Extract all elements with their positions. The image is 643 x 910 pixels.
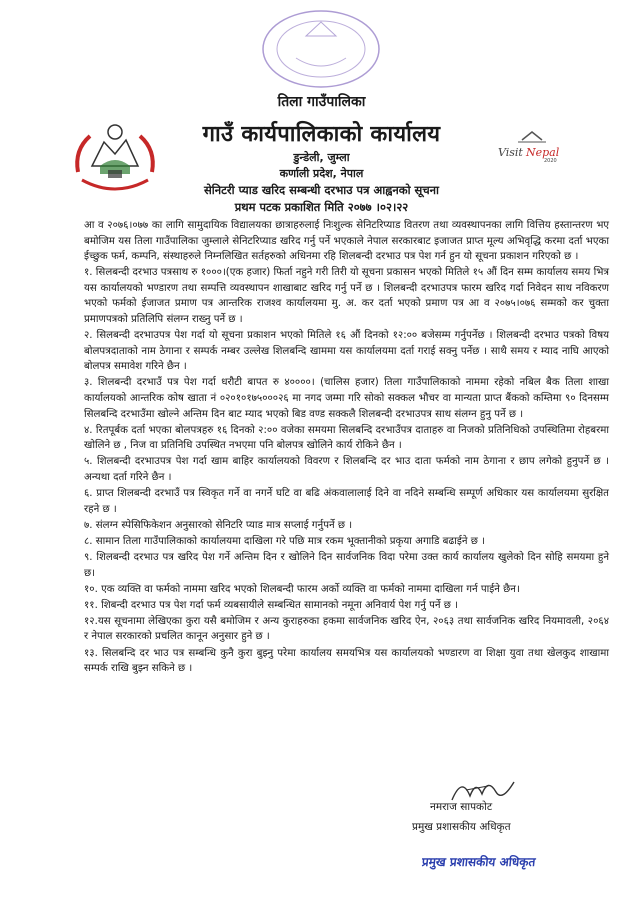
address-line-2: कर्णाली प्रदेश, नेपाल: [279, 167, 364, 180]
notice-clause-2: २. सिलबन्दी दरभाउपत्र पेश गर्दा यो सूचना प्रकाशन भएको मितिले १६ औं दिनको १२:०० बजेसम्म गर्नुपर्नेछ । शिलबन्दी दरभाउ पत्रको विषय बोलपत्रदाताको नाम ठेगाना र सम्पर्क नम्बर उल्लेख शिलबन्दि खाममा यस कार्यालयमा दर्ता गराई सक्नु पर्नेछ । साथै समय र म्याद नाघि आएको बोलपत्र समावेश गरिने छैन ।: [84, 330, 609, 373]
notice-intro-paragraph: आ व २०७६।०७७ का लागि सामुदायिक विद्यालयका छात्राहरुलाई निःशुल्क सेनिटरिप्याड वितरण तथा व्यवस्थापनका लागि वित्तिय हस्तान्तरण भए बमोजिम यस तिला गाउँपालिका जुम्लाले सेनिटरिप्याड खरिद गर्नु पर्ने भएकाले नेपाल सरकारबाट इजाजत प्राप्त मूल्य अभिवृद्धि करमा दर्ता भएका ईच्छुक फर्म, कम्पनि, संस्थाहरुले निम्नलिखित सर्तहरुको अधिनमा रहि शिलबन्दी दरभाउ पत्र पेश गर्न हुन यो सूचना प्रकाशन गरिएको छ ।: [84, 220, 609, 263]
notice-clause-13: १३. सिलबन्दि दर भाउ पत्र सम्बन्धि कुनै कुरा बुझ्नु परेमा कार्यालय समयभित्र यस कार्यालयको भण्डारण वा शिक्षा युवा तथा खेलकुद शाखामा सम्पर्क राखि बुझ्न सकिने छ ।: [84, 647, 609, 675]
signatory-name: नमराज सापकोट: [430, 801, 493, 813]
notice-clause-10: १०. एक व्यक्ति वा फर्मको नाममा खरिद भएको शिलबन्दी फारम अर्को व्यक्ति वा फर्मको नाममा दाखिला गर्न पाईने छैन।: [84, 583, 520, 595]
address-line-1: डुन्डेली, जुम्ला: [293, 151, 350, 164]
office-seal-stamp: [256, 6, 386, 92]
svg-text:2020: 2020: [544, 158, 557, 164]
office-title: गाउँ कार्यपालिकाको कार्यालय: [202, 122, 441, 147]
publish-date-line: प्रथम पटक प्रकाशित मिति २०७७ ।०२।२२: [234, 200, 409, 214]
palika-name: तिला गाउँपालिका: [277, 94, 366, 110]
notice-body: [84, 218, 609, 677]
notice-clause-8: ८. सामान तिला गाउँपालिकाको कार्यालयमा दाखिला गरे पछि मात्र रकम भूक्तानीको प्रकृया अगाडि बढाईने छ ।: [84, 535, 485, 547]
svg-text:Nepal: Nepal: [526, 146, 560, 159]
designation-stamp: प्रमुख प्रशासकीय अधिकृत: [421, 855, 537, 869]
notice-clause-4: ४. रितपूर्बक दर्ता भएका बोलपत्रहरु १६ दिनको २:०० वजेका समयमा सिलबन्दि दरभाउँपत्र दाताहरु वा निजको प्रतिनिधिको उपस्थितिमा रोहबरमा खोलिने छ , निज वा प्रतिनिधि उपस्थित नभएमा पनि बोलपत्र खोलिने कार्य रोकिने छैन ।: [84, 424, 609, 452]
notice-title: सेनिटरी प्याड खरिद सम्बन्धी दरभाउ पत्र आह्वनको सूचना: [203, 183, 439, 197]
notice-clause-6: ६. प्राप्त शिलबन्दी दरभाउँ पत्र स्विकृत गर्ने वा नगर्ने घटि वा बढि अंकवालालाई दिने वा नदिने सम्बन्धि सम्पूर्ण अधिकार यस कार्यालयमा सुरक्षित रहने छ ।: [84, 488, 609, 515]
notice-clause-5: ५. शिलबन्दी दरभाउपत्र पेश गर्दा खाम बाहिर कार्यालयको विवरण र शिलबन्दि दर भाउ दाता फर्मको नाम ठेगाना र छाप लगेको हुनुपर्ने छ । अन्यथा दर्ता गरिने छैन ।: [84, 456, 609, 483]
notice-clause-7: ७. संलग्न स्पेसिफिकेशन अनुसारको सेनिटरि प्याड मात्र सप्लाई गर्नुपर्ने छ ।: [84, 519, 353, 531]
signatory-designation: प्रमुख प्रशासकीय अधिकृत: [412, 821, 511, 833]
notice-clause-9: ९. शिलबन्दी दरभाउ पत्र खरिद पेश गर्ने अन्तिम दिन र खोलिने दिन सार्वजनिक विदा परेमा उक्त कार्य कार्यालय खुलेको दिन सोहि समयमा हुने छ।: [84, 551, 609, 579]
notice-clause-1: १. सिलबन्दी दरभाउ पत्रसाथ रु १०००।(एक हजार) फिर्ता नहुने गरी तिरी यो सूचना प्रकासन भएको मितिले १५ औं दिन सम्म कार्यालय समय भित्र यस कार्यालयको भण्डारण तथा सम्पत्ति व्यवस्थापन शाखाबाट खरिद गर्नु पर्ने छ । शिलबन्दी दरभाउपत्र फारम खरिद गर्दा निवेदन साथ नविकरण भएको फर्मको ईजाजत प्रमाण पत्र आन्तरिक राजश्व कार्यालयमा मु. अ. कर दर्ता भएको प्रमाण पत्र आ व २०७५।०७६ सम्मको कर चुक्ता प्रमाणपत्रको प्रतिलिपि संलग्न राख्नु पर्ने छ ।: [84, 267, 609, 326]
svg-text:Visit: Visit: [498, 146, 523, 159]
notice-clause-3: ३. शिलबन्दी दरभाउँ पत्र पेश गर्दा धरौटी बापत रु ४००००। (चालिस हजार) तिला गाउँपालिकाको नाममा रहेको नबिल बैक तिला शाखा कार्यालयको आन्तरिक कोष खाता नं ०२०१०१७५०००२६ मा नगद जम्मा गरि सोको सक्कल भौचर वा मान्यता प्राप्त बैंकको कम्तिमा ९० दिनसम्म सिलबन्दि दरभाउँमा खोल्ने अन्तिम दिन बाट म्याद भएको बिड वण्ड सक्कलै शिलबन्दी दरभाउपत्र साथ संलग्न हुनु पर्ने छ ।: [84, 377, 609, 420]
notice-clause-11: ११. शिबन्दी दरभाउ पत्र पेश गर्दा फर्म व्यबसायीले सम्बन्धित सामानको नमूना अनिवार्य पेश गर्नु पर्ने छ ।: [84, 599, 459, 611]
notice-clause-12: १२.यस सूचनामा लेखिएका कुरा यसै बमोजिम र अन्य कुराहरुका हकमा सार्वजनिक खरिद ऐन, २०६३ तथा सार्वजनिक खरिद नियमावली, २०६४ र नेपाल सरकारको प्रचलित कानून अनुसार हुने छ ।: [84, 615, 609, 643]
